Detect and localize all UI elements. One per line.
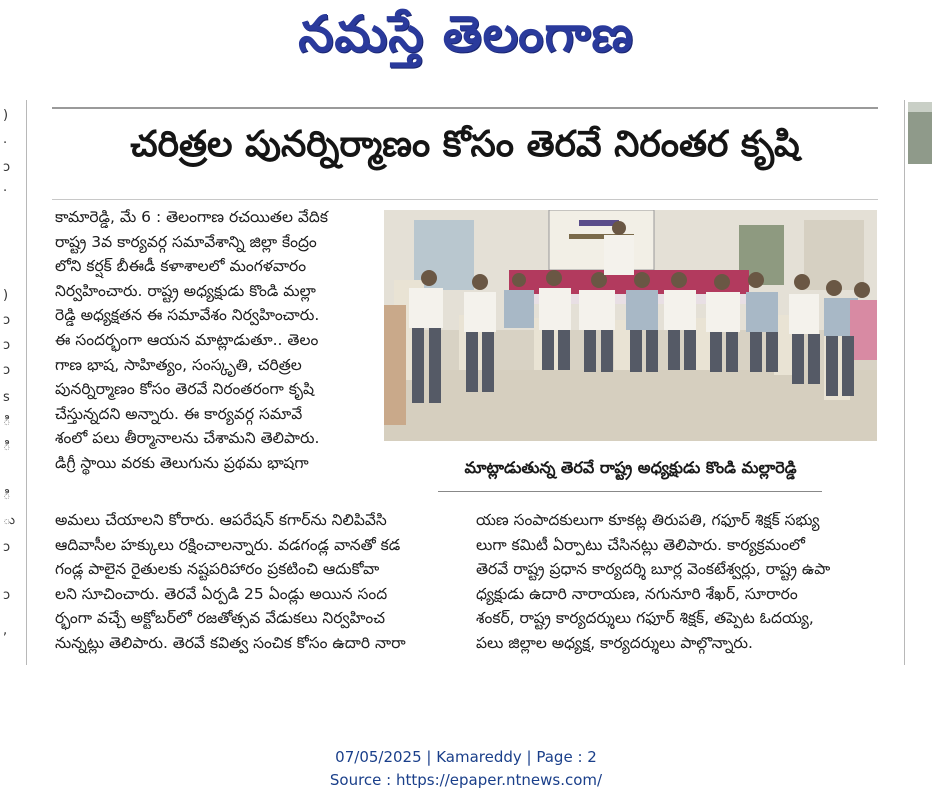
body-line: అమలు చేయాలని కోరారు. ఆపరేషన్ కగార్‌ను నిలిపివేసి: [55, 511, 387, 529]
body-line: లుగా కమిటీ ఏర్పాటు చేసినట్లు తెలిపారు. కార్యక్రమంలో: [476, 535, 805, 554]
adjacent-photo-fragment: [908, 102, 932, 164]
fragment-char: ɔ: [3, 160, 11, 175]
fragment-char: ɔ: [3, 338, 11, 353]
footer-date-edition-page: 07/05/2025 | Kamareddy | Page : 2: [335, 748, 597, 766]
fragment-char: ,: [3, 623, 8, 638]
left-column-divider: [26, 100, 27, 665]
body-line: నిర్వహించారు. రాష్ట్ర అధ్యక్షుడు కొండి మల్లా: [55, 281, 316, 300]
body-line: శంకర్, రాష్ట్ర కార్యదర్శులు గఫూర్ శిక్షక్, తప్పెట ఓదయ్య,: [476, 609, 814, 628]
fragment-char: ·: [3, 184, 8, 199]
fragment-char: ɔ: [3, 313, 11, 328]
body-line: కామారెడ్డి, మే 6 : తెలంగాణ రచయితల వేదిక: [55, 208, 328, 226]
article-body-wide-column: [55, 508, 455, 656]
body-line: పలు జిల్లాల అధ్యక్ష, కార్యదర్శులు పాల్గొన్నారు.: [476, 633, 753, 652]
body-line: చేస్తున్నదని అన్నారు. ఈ కార్యవర్గ సమావే: [55, 404, 303, 423]
body-line: గండ్ల పాలైన రైతులకు నష్టపరిహారం ప్రకటించి ఆదుకోవా: [55, 560, 380, 579]
body-line: ఈ సందర్భంగా ఆయన మాట్లాడుతూ.. తెలం: [55, 330, 319, 349]
body-line: లోని కర్షక్ బీఈడీ కళాశాలలో మంగళవారం: [55, 257, 307, 276]
meeting-photo-illustration: [384, 210, 877, 441]
body-line: లని సూచించారు. తెరవే ఏర్పడి 25 ఏండ్లు అయిన సంద: [55, 584, 388, 603]
masthead: [0, 0, 932, 80]
body-line: తెరవే రాష్ట్ర ప్రధాన కార్యదర్శి బూర్ల వెంకటేశ్వర్లు, రాష్ట్ర ఉపా: [476, 560, 831, 579]
body-line: డిగ్రీ స్థాయి వరకు తెలుగును ప్రథమ భాషగా: [55, 453, 309, 472]
body-line: గాణ భాష, సాహిత్యం, సంస్కృతి, చరిత్రల: [55, 355, 302, 374]
fragment-char: ): [3, 288, 9, 303]
fragment-char: s: [3, 390, 10, 405]
photo-caption: మాట్లాడుతున్న తెరవే రాష్ట్ర అధ్యక్షుడు కొండి మల్లారెడ్డి: [464, 457, 797, 477]
fragment-char: ɔ: [3, 363, 11, 378]
article-body-right-column: [476, 508, 878, 656]
caption-underline: [438, 491, 822, 492]
body-line: రాష్ట్ర 3వ కార్యవర్గ సమావేశాన్ని జిల్లా కేంద్రం: [55, 232, 317, 251]
body-line: నున్నట్లు తెలిపారు. తెరవే కవిత్వ సంచిక కోసం ఉదారి నారా: [55, 633, 406, 652]
fragment-char: ి: [3, 488, 11, 503]
right-column-divider: [904, 100, 905, 665]
article-headline: చరిత్రల పునర్నిర్మాణం కోసం తెరవే నిరంతర కృషి: [130, 124, 800, 165]
body-line: శంలో పలు తీర్మానాలను చేశామని తెలిపారు.: [55, 429, 320, 448]
article-photo: [384, 210, 877, 441]
body-line: ర్భంగా వచ్చే అక్టోబర్‌లో రజతోత్సవ వేడుకలు నిర్వహించ: [55, 609, 386, 628]
body-line: ఆదివాసీల హక్కులు రక్షించాలన్నారు. వడగండ్ల వానతో కడ: [55, 535, 401, 554]
newspaper-logo-title: నమస్తే తెలంగాణ: [298, 4, 634, 63]
photo-caption-box: [384, 449, 877, 489]
fragment-char: ు: [3, 513, 16, 528]
body-line: ధ్యక్షుడు ఉదారి నారాయణ, నగునూరి శేఖర్, సూరారం: [476, 584, 798, 603]
fragment-char: ): [3, 108, 9, 123]
headline-bottom-rule: [52, 199, 878, 200]
fragment-char: ɔ: [3, 540, 11, 555]
fragment-char: ·: [3, 136, 8, 151]
footer-source: Source : https://epaper.ntnews.com/: [329, 771, 603, 789]
article-body-left-column: [55, 205, 377, 476]
body-line: యణ సంపాదకులుగా కూకట్ల తిరుపతి, గఫూర్ శిక్షక్ సభ్యు: [476, 511, 820, 529]
fragment-char: ɔ: [3, 588, 11, 603]
fragment-char: ి: [3, 414, 11, 429]
body-line: పునర్నిర్మాణం కోసం తెరవే నిరంతరంగా కృషి: [55, 380, 315, 399]
fragment-char: ి: [3, 439, 11, 454]
headline-top-rule: [52, 107, 878, 109]
body-line: రెడ్డి అధ్యక్షతన ఈ సమావేశం నిర్వహించారు.: [55, 306, 320, 325]
